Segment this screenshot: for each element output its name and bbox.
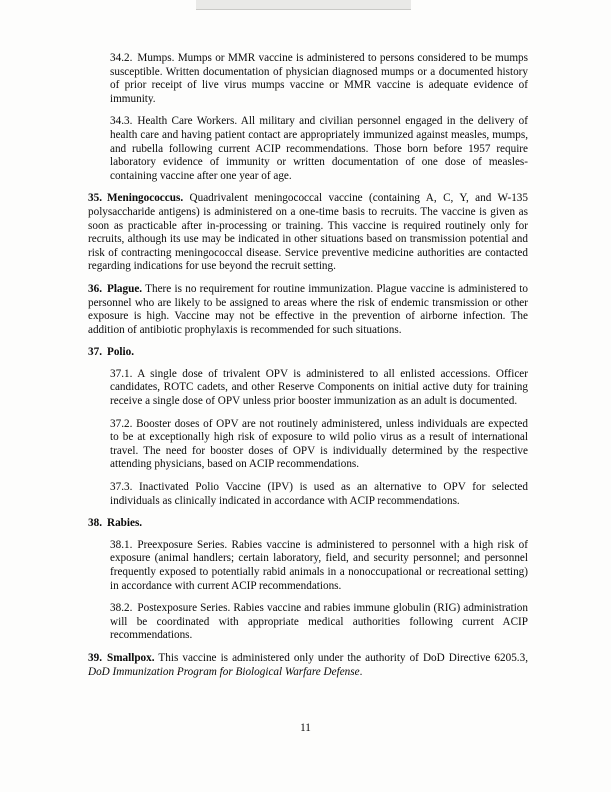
paragraph-39 [88,652,528,679]
section-number: 35. [88,192,102,205]
scan-artifact-top [196,0,411,10]
section-number: 37. [88,346,102,359]
paragraph-37-1 [88,368,528,409]
section-number: 38. [88,517,102,530]
paragraph-number: 34.3. [110,115,133,128]
paragraph-text-tail: . [359,665,363,678]
paragraph-35 [88,192,528,274]
section-number: 39. [88,651,102,664]
paragraph-37-3 [88,481,528,508]
paragraph-number: 37.1. [110,367,133,380]
paragraph-title: Mumps. [137,52,175,64]
paragraph-36 [88,283,528,337]
paragraph-number: 37.2. [110,417,133,430]
paragraph-number: 34.2. [110,52,133,64]
paragraph-38-1 [88,539,528,593]
section-title: Plague. [106,282,143,295]
paragraph-text: There is no requirement for routine immunization. Plague vaccine is administered to personnel who are likely to be assigned to areas where the risk of endemic transmission or other exposure is high. Vaccine may not be effective in the prevention of airborne infection. The addition of antibiotic prophylaxis is recommended for such situations. [88,282,528,336]
section-number: 36. [88,282,102,295]
paragraph-title: Health Care Workers. [137,115,238,128]
page-body [88,52,528,688]
paragraph-number: 38.2. [110,602,133,615]
paragraph-number: 37.3. [110,481,133,494]
section-title: Polio. [106,346,135,359]
paragraph-text: Rabies vaccine and rabies immune globulin (RIG) administration will be coordinated with appropriate medical authorities following current ACIP recommendations. [110,602,528,642]
page-number: 11 [300,722,311,734]
directive-title: DoD Immunization Program for Biological Warfare Defense [88,665,360,678]
paragraph-title: Postexposure Series. [137,602,231,615]
paragraph-text: A single dose of trivalent OPV is administered to all enlisted accessions. Officer candidates, ROTC cadets, and other Reserve Components on initial active duty for training receive a single dose of OPV unless prior booster immunization as an adult is documented. [110,367,528,408]
section-title: Meningococcus. [106,192,184,205]
section-title: Smallpox. [106,651,155,664]
paragraph-text: Inactivated Polio Vaccine (IPV) is used as an alternative to OPV for selected individuals as clinically indicated in accordance with ACIP recommendations. [110,481,528,507]
paragraph-text: Rabies vaccine is administered to personnel with a high risk of exposure (animal handlers; certain laboratory, field, and security personnel; and personnel frequently exposed to potentially rabid animals in a nonoccupational or recreational setting) in accordance with current ACIP recommendations. [110,538,528,592]
paragraph-text: Mumps or MMR vaccine is administered to persons considered to be mumps susceptible. Written documentation of physician diagnosed mumps or a documented history of prior receipt of live virus mumps vaccine or MMR vaccine is adequate evidence of immunity. [110,52,528,105]
paragraph-text: All military and civilian personnel engaged in the delivery of health care and having patient contact are appropriately immunized against measles, mumps, and rubella following current ACIP recommendations. Those born before 1957 require laboratory evidence of immunity or written documentation of one dose of measles-containing vaccine after one year of age. [110,115,528,182]
paragraph-text: Booster doses of OPV are not routinely administered, unless individuals are expected to be at exceptionally high risk of exposure to wild polio virus as a result of international travel. The need for booster doses of OPV is individually determined by the respective attending physicians, based on ACIP recommendations. [110,417,528,471]
paragraph-37-heading [88,346,528,360]
paragraph-38-2 [88,602,528,643]
paragraph-38-heading [88,517,528,531]
paragraph-title: Preexposure Series. [137,538,228,551]
paragraph-34-3 [88,115,528,183]
paragraph-number: 38.1. [110,538,133,551]
paragraph-34-2 [88,52,528,106]
paragraph-text: This vaccine is administered only under the authority of DoD Directive 6205.3, [154,651,528,664]
paragraph-37-2 [88,418,528,472]
section-title: Rabies. [106,517,143,530]
paragraph-text: Quadrivalent meningococcal vaccine (containing A, C, Y, and W-135 polysaccharide antigens) is administered on a one-time basis to recruits. The vaccine is given as soon as practicable after in-processing or training. This vaccine is required routinely only for recruits, although its use may be indicated in other situations based on transmission potential and risk of contracting meningococcal disease. Service preventive medicine authorities are contacted regarding indications for use beyond the recruit setting. [88,192,528,273]
